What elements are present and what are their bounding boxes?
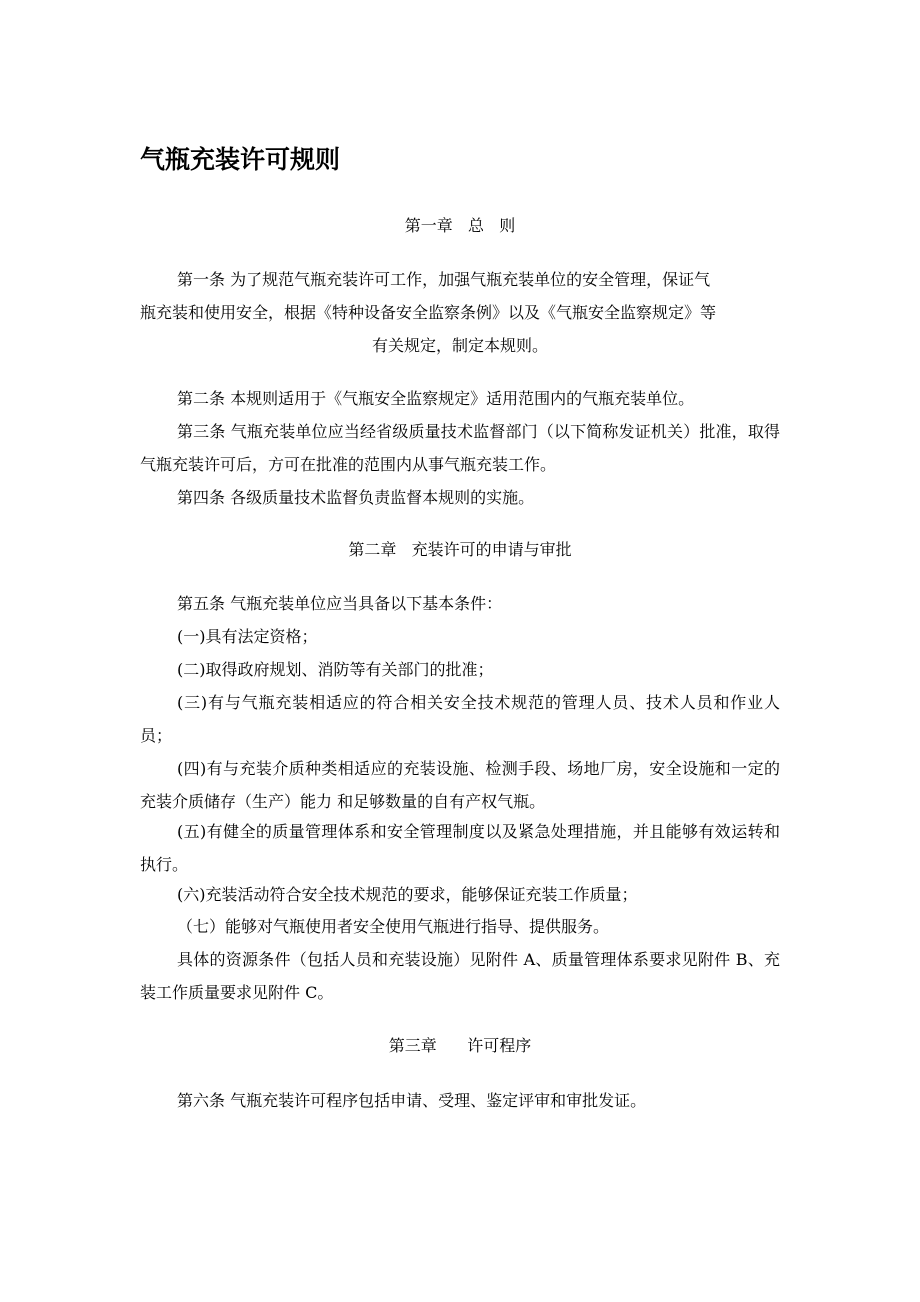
chapter-3-heading: 第三章 许可程序 — [388, 1036, 532, 1055]
condition-item-3: (三)有与气瓶充装相适应的符合相关安全技术规范的管理人员、技术人员和作业人员； — [140, 693, 780, 745]
article-6: 第六条 气瓶充装许可程序包括申请、受理、鉴定评审和审批发证。 — [177, 1091, 647, 1110]
condition-item-2: (二)取得政府规划、消防等有关部门的批准； — [177, 660, 494, 679]
condition-item-6: (六)充装活动符合安全技术规范的要求，能够保证充装工作质量； — [177, 885, 638, 904]
condition-item-7: （七）能够对气瓶使用者安全使用气瓶进行指导、提供服务。 — [177, 917, 610, 936]
document-title: 气瓶充装许可规则 — [140, 145, 341, 174]
article-4: 第四条 各级质量技术监督负责监督本规则的实施。 — [177, 488, 535, 507]
condition-item-1: (一)具有法定资格； — [177, 627, 318, 646]
article-2: 第二条 本规则适用于《气瓶安全监察规定》适用范围内的气瓶充装单位。 — [177, 389, 695, 408]
article-1-line-3: 有关规定，制定本规则。 — [371, 336, 548, 355]
article-1 — [140, 263, 780, 362]
article-5: 第五条 气瓶充装单位应当具备以下基本条件： — [177, 594, 503, 613]
article-3: 第三条 气瓶充装单位应当经省级质量技术监督部门（以下简称发证机关）批准，取得气瓶充装许可后，方可在批准的范围内从事气瓶充装工作。 — [140, 422, 780, 474]
chapter-2-heading: 第二章 充装许可的申请与审批 — [348, 540, 572, 559]
condition-item-5: (五)有健全的质量管理体系和安全管理制度以及紧急处理措施，并且能够有效运转和执行。 — [140, 822, 780, 874]
condition-item-4: (四)有与充装介质种类相适应的充装设施、检测手段、场地厂房，安全设施和一定的充装介质储存（生产）能力 和足够数量的自有产权气瓶。 — [140, 759, 780, 811]
chapter-1-heading: 第一章 总 则 — [404, 216, 516, 235]
article-1-line-2: 瓶充装和使用安全，根据《特种设备安全监察条例》以及《气瓶安全监察规定》等 — [140, 303, 717, 322]
resources-note: 具体的资源条件（包括人员和充装设施）见附件 A、质量管理体系要求见附件 B、充装工作质量要求见附件 C。 — [140, 950, 780, 1002]
article-1-line-1: 第一条 为了规范气瓶充装许可工作，加强气瓶充装单位的安全管理，保证气 — [177, 270, 711, 289]
